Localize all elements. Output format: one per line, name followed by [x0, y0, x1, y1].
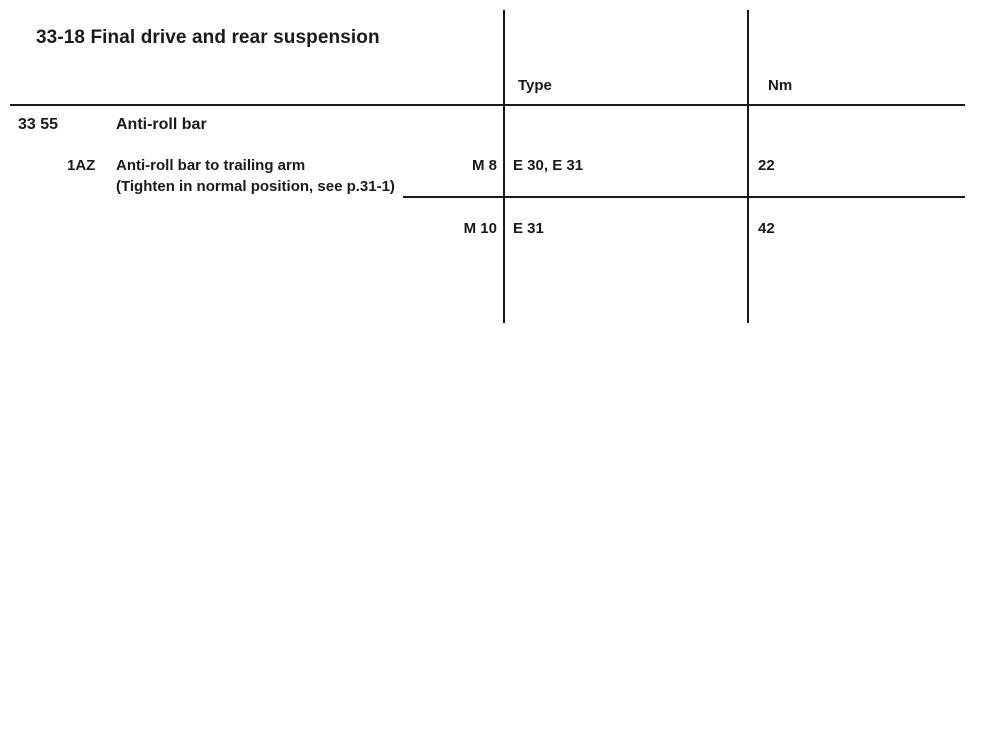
torque-row-1: 22 [758, 157, 775, 174]
page-title: 33-18 Final drive and rear suspension [36, 27, 380, 48]
type-row-2: E 31 [513, 220, 544, 237]
item-code: 1AZ [67, 157, 96, 174]
column-divider-type [503, 10, 505, 323]
type-row-1: E 30, E 31 [513, 157, 584, 174]
torque-row-2: 42 [758, 220, 775, 237]
header-rule [10, 104, 965, 106]
column-divider-nm [747, 10, 749, 323]
thread-size-row-2: M 10 [463, 220, 497, 237]
section-name: Anti-roll bar [116, 116, 207, 133]
item-note: (Tighten in normal position, see p.31-1) [116, 178, 395, 195]
item-description: Anti-roll bar to trailing arm [116, 157, 306, 174]
row-separator [403, 196, 965, 198]
section-code: 33 55 [18, 116, 59, 133]
thread-size-row-1: M 8 [471, 157, 497, 174]
column-header-type: Type [518, 77, 552, 94]
column-header-nm: Nm [768, 77, 793, 94]
